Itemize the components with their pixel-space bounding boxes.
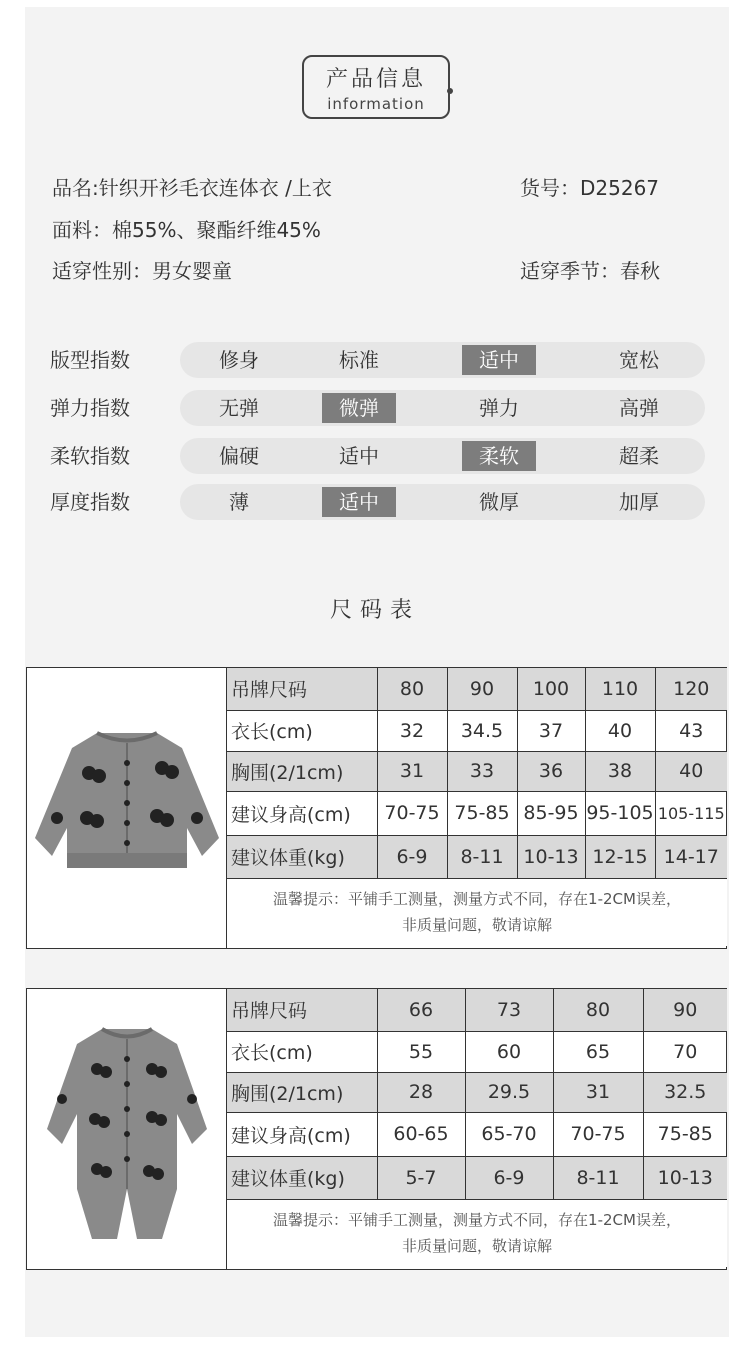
measurement-note	[227, 1199, 727, 1267]
size-table-romper	[26, 988, 727, 1270]
table-cell: 95-105	[585, 791, 655, 835]
index-label: 厚度指数	[50, 490, 130, 514]
note-line: 非质量问题，敬请谅解	[401, 1237, 552, 1256]
table-cell: 70	[643, 1031, 727, 1072]
table-cell: 31	[377, 751, 447, 791]
table-cell: 6-9	[377, 835, 447, 878]
table-row	[227, 1112, 727, 1156]
index-option: 偏硬	[219, 444, 259, 468]
index-scale-bar	[180, 438, 705, 474]
row-header-cell: 吊牌尺码	[227, 989, 377, 1031]
table-cell: 90	[643, 989, 727, 1031]
index-label: 弹力指数	[50, 396, 130, 420]
row-header-cell: 建议身高(cm)	[227, 1112, 377, 1156]
index-option: 微厚	[479, 490, 519, 514]
index-option: 无弹	[219, 396, 259, 420]
row-header-cell: 建议体重(kg)	[227, 835, 377, 878]
note-row	[227, 1199, 727, 1267]
table-cell: 29.5	[465, 1072, 553, 1112]
index-label: 版型指数	[50, 348, 130, 372]
row-header-cell: 建议身高(cm)	[227, 791, 377, 835]
table-cell: 34.5	[447, 710, 517, 751]
table-row	[227, 791, 727, 835]
table-row	[227, 710, 727, 751]
table-cell: 36	[517, 751, 585, 791]
row-header-cell: 胸围(2/1cm)	[227, 751, 377, 791]
size-grid-cardigan	[227, 668, 727, 946]
product-photo-romper	[27, 989, 227, 1269]
table-cell: 65-70	[465, 1112, 553, 1156]
table-cell: 31	[553, 1072, 643, 1112]
index-option: 高弹	[619, 396, 659, 420]
table-cell: 8-11	[447, 835, 517, 878]
index-option: 宽松	[619, 348, 659, 372]
table-cell: 120	[655, 668, 727, 710]
table-cell: 70-75	[553, 1112, 643, 1156]
measurement-note	[227, 878, 727, 946]
row-header-cell: 衣长(cm)	[227, 710, 377, 751]
table-cell: 8-11	[553, 1156, 643, 1199]
index-option: 修身	[219, 348, 259, 372]
index-option: 加厚	[619, 490, 659, 514]
section-title-en: information	[327, 95, 425, 113]
table-cell: 65	[553, 1031, 643, 1072]
table-cell: 80	[377, 668, 447, 710]
table-row	[227, 1072, 727, 1112]
table-cell: 6-9	[465, 1156, 553, 1199]
index-label: 柔软指数	[50, 444, 130, 468]
row-header-cell: 建议体重(kg)	[227, 1156, 377, 1199]
table-cell: 40	[655, 751, 727, 791]
row-header-cell: 衣长(cm)	[227, 1031, 377, 1072]
table-cell: 28	[377, 1072, 465, 1112]
note-row	[227, 878, 727, 946]
table-cell: 73	[465, 989, 553, 1031]
table-cell: 32	[377, 710, 447, 751]
table-cell: 55	[377, 1031, 465, 1072]
table-row	[227, 668, 727, 710]
product-photo-cardigan	[27, 668, 227, 948]
gender-info: 适穿性别：男女婴童	[52, 259, 232, 283]
table-cell: 90	[447, 668, 517, 710]
table-cell: 10-13	[643, 1156, 727, 1199]
table-cell: 60	[465, 1031, 553, 1072]
index-option-selected: 微弹	[322, 393, 396, 423]
section-title-cn: 产品信息	[325, 67, 426, 92]
table-cell: 75-85	[447, 791, 517, 835]
fabric-info: 面料：棉55%、聚酯纤维45%	[52, 218, 321, 242]
item-number: 货号：D25267	[520, 176, 660, 200]
note-line: 温馨提示：平铺手工测量，测量方式不同，存在1-2CM误差，	[273, 1211, 681, 1230]
index-option: 标准	[339, 348, 379, 372]
size-chart-title: 尺码表	[329, 598, 420, 623]
table-cell: 38	[585, 751, 655, 791]
table-cell: 14-17	[655, 835, 727, 878]
table-cell: 12-15	[585, 835, 655, 878]
product-name: 品名:针织开衫毛衣连体衣 /上衣	[52, 176, 332, 200]
size-grid-romper	[227, 989, 727, 1267]
table-cell: 32.5	[643, 1072, 727, 1112]
table-cell: 105-115	[655, 791, 727, 835]
table-row	[227, 989, 727, 1031]
table-row	[227, 835, 727, 878]
table-cell: 33	[447, 751, 517, 791]
table-row	[227, 1156, 727, 1199]
index-option: 超柔	[619, 444, 659, 468]
table-cell: 40	[585, 710, 655, 751]
table-cell: 10-13	[517, 835, 585, 878]
table-cell: 60-65	[377, 1112, 465, 1156]
table-cell: 80	[553, 989, 643, 1031]
table-cell: 5-7	[377, 1156, 465, 1199]
row-header-cell: 胸围(2/1cm)	[227, 1072, 377, 1112]
index-option: 薄	[229, 490, 249, 514]
badge-dot	[447, 88, 453, 94]
table-cell: 75-85	[643, 1112, 727, 1156]
index-option-selected: 适中	[322, 487, 396, 517]
index-option-selected: 柔软	[462, 441, 536, 471]
season-info: 适穿季节：春秋	[520, 259, 660, 283]
table-cell: 37	[517, 710, 585, 751]
table-cell: 100	[517, 668, 585, 710]
index-option: 弹力	[479, 396, 519, 420]
table-cell: 43	[655, 710, 727, 751]
size-table-cardigan	[26, 667, 727, 949]
table-cell: 66	[377, 989, 465, 1031]
section-title-badge	[302, 55, 450, 119]
index-scale-bar	[180, 342, 705, 378]
note-line: 非质量问题，敬请谅解	[401, 916, 552, 935]
table-cell: 85-95	[517, 791, 585, 835]
index-option: 适中	[339, 444, 379, 468]
table-row	[227, 1031, 727, 1072]
index-scale-bar	[180, 484, 705, 520]
index-option-selected: 适中	[462, 345, 536, 375]
table-row	[227, 751, 727, 791]
row-header-cell: 吊牌尺码	[227, 668, 377, 710]
table-cell: 70-75	[377, 791, 447, 835]
table-cell: 110	[585, 668, 655, 710]
index-scale-bar	[180, 390, 705, 426]
note-line: 温馨提示：平铺手工测量，测量方式不同，存在1-2CM误差，	[273, 890, 681, 909]
